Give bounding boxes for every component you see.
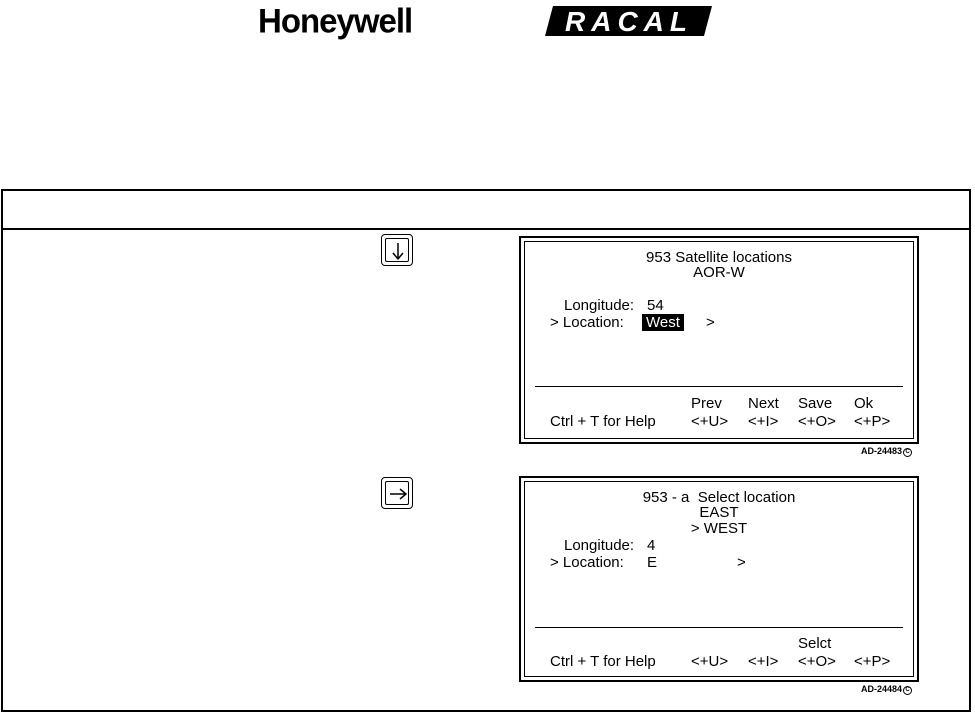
figure-id: AD-24484 C: [861, 684, 912, 695]
frame-header-divider: [3, 228, 969, 230]
help-hint: Ctrl + T for Help: [550, 653, 656, 670]
location-option-east[interactable]: EAST: [699, 504, 739, 521]
down-arrow-key-icon: [381, 234, 413, 266]
location-label: > Location:: [550, 554, 624, 571]
screen-title: 953 Satellite locations: [646, 249, 792, 266]
softkey-label-select: Selct: [798, 635, 832, 652]
help-hint: Ctrl + T for Help: [550, 413, 656, 430]
location-option-west[interactable]: > WEST: [690, 520, 748, 537]
softkey-label-save: Save: [798, 395, 833, 412]
softkey-select[interactable]: <+O>: [798, 653, 836, 670]
right-arrow-key-icon: [381, 477, 413, 509]
screen-separator: [535, 627, 903, 628]
screen-subtitle: AOR-W: [693, 264, 745, 281]
softkey-label-next: Next: [748, 395, 779, 412]
longitude-value: 4: [647, 537, 656, 554]
location-value: E: [647, 554, 658, 571]
softkey-save[interactable]: <+O>: [798, 413, 836, 430]
location-label: > Location:: [550, 314, 624, 331]
figure-id: AD-24483 C: [861, 446, 912, 457]
softkey-label-ok: Ok: [854, 395, 874, 412]
softkey-next[interactable]: <+I>: [748, 413, 779, 430]
softkey-ok[interactable]: <+P>: [854, 413, 891, 430]
select-location-screen: [519, 476, 919, 682]
longitude-value: 54: [647, 297, 664, 314]
softkey-label-prev: Prev: [691, 395, 722, 412]
longitude-label: Longitude:: [564, 537, 635, 554]
location-value-selected[interactable]: West: [642, 314, 684, 331]
screen-separator: [535, 386, 903, 387]
softkey-p[interactable]: <+P>: [854, 653, 891, 670]
location-arrow: >: [737, 554, 746, 571]
svg-text:RACAL: RACAL: [565, 6, 693, 37]
softkey-i[interactable]: <+I>: [748, 653, 779, 670]
racal-logo: [545, 4, 712, 38]
location-arrow: >: [706, 314, 715, 331]
satellite-locations-screen: [519, 236, 919, 444]
honeywell-logo: Honeywell: [258, 1, 413, 40]
screen-title: 953 - a Select location: [642, 489, 796, 506]
longitude-label: Longitude:: [564, 297, 635, 314]
softkey-prev[interactable]: <+U>: [691, 413, 729, 430]
softkey-u[interactable]: <+U>: [691, 653, 729, 670]
